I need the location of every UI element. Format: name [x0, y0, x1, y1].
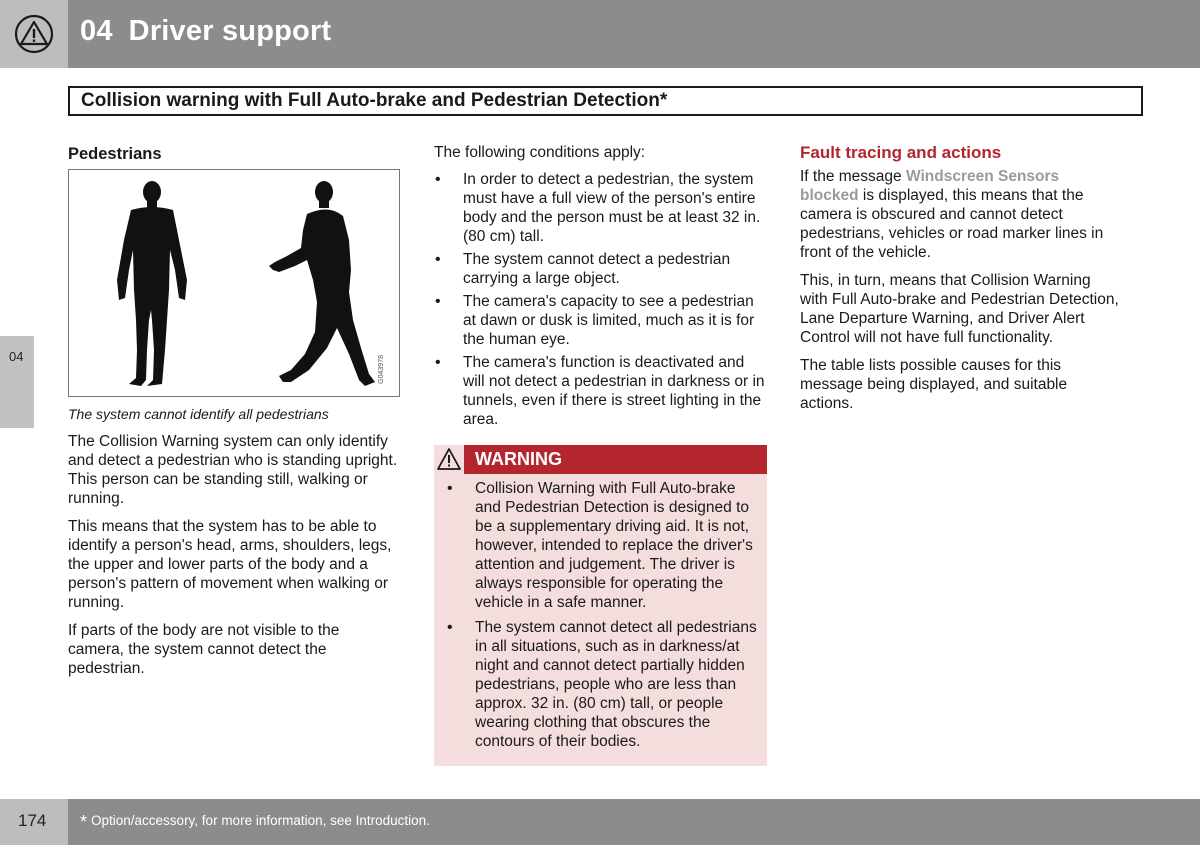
chapter-number: 04 [80, 15, 113, 47]
paragraph [800, 167, 1122, 262]
warning-box [434, 445, 767, 766]
conditions-intro: The following conditions apply: [434, 144, 646, 161]
footnote-star: * [80, 812, 88, 832]
warning-triangle-icon [14, 14, 54, 54]
paragraph: The Collision Warning system can only identify and detect a pedestrian who is standing upright. This person can be standing still, walking or running. [68, 433, 398, 507]
figure-caption: The system cannot identify all pedestrians [68, 406, 329, 422]
paragraph: This, in turn, means that Collision Warning with Full Auto-brake and Pedestrian Detection, Lane Departure Warning, and Driver Alert Control will not have full functionality. [800, 272, 1119, 346]
pedestrian-silhouettes-image [69, 170, 399, 396]
column-middle [434, 142, 768, 766]
text-span: If the message [800, 168, 906, 185]
chapter-header [0, 0, 1200, 68]
footer-bar [68, 799, 1200, 845]
side-chapter-tab [0, 336, 34, 428]
pedestrians-heading: Pedestrians [68, 145, 162, 163]
text-span: is displayed, this means that the camera is obscured and cannot detect pedestrians, vehicles or road marker lines in front of the vehicle. [800, 187, 1104, 261]
warning-triangle-icon [436, 447, 462, 472]
standing-person-silhouette [117, 181, 187, 386]
pedestrian-figure [68, 169, 400, 397]
chapter-icon-box [0, 0, 68, 68]
page-footer [0, 799, 1200, 845]
paragraph: The table lists possible causes for this message being displayed, and suitable actions. [800, 357, 1068, 412]
figure-id: G043978 [378, 355, 385, 384]
warning-header [434, 445, 767, 474]
warning-icon-box [434, 445, 464, 474]
chapter-name: Driver support [128, 15, 332, 47]
chapter-title [80, 15, 331, 48]
conditions-list [434, 170, 768, 429]
footnote [80, 812, 430, 833]
side-tab-label: 04 [9, 349, 24, 364]
section-title: Collision warning with Full Auto-brake and Pedestrian Detection* [68, 86, 1143, 116]
display-message: Windscreen Sensors blocked [800, 168, 1060, 204]
page-number: 174 [18, 811, 47, 830]
fault-tracing-heading: Fault tracing and actions [800, 143, 1002, 162]
list-item: • The system cannot detect all pedestrians in all situations, such as in darkness/at night and cannot detect partially hidden pedestrians, people who are less than approx. 32 in. (80 cm) tall, or people wearing clothing that obscures the contours of their bodies. [446, 618, 757, 751]
column-left [68, 142, 398, 687]
paragraph: This means that the system has to be able to identify a person's head, arms, shoulders, legs, the upper and lower parts of the body and a person's pattern of movement when walking or running. [68, 518, 392, 611]
warning-label: WARNING [475, 449, 562, 469]
list-item: • Collision Warning with Full Auto-brake and Pedestrian Detection is designed to be a supplementary driving aid. It is not, however, intended to replace the driver's attention and judgement. The driver is always responsible for operating the vehicle in a safe manner. [446, 479, 757, 612]
column-right [800, 142, 1122, 422]
list-item: • The system cannot detect a pedestrian carrying a large object. [434, 250, 768, 288]
list-item: • The camera's capacity to see a pedestrian at dawn or dusk is limited, much as it is for the human eye. [434, 292, 768, 349]
page-number-box [0, 799, 68, 845]
warning-list [434, 479, 767, 751]
list-item: • The camera's function is deactivated and will not detect a pedestrian in darkness or in tunnels, even if there is street lighting in the area. [434, 353, 768, 429]
footnote-text: Option/accessory, for more information, see Introduction. [91, 813, 430, 828]
walking-person-silhouette [269, 181, 375, 386]
list-item: • In order to detect a pedestrian, the system must have a full view of the person's entire body and the person must be at least 32 in. (80 cm) tall. [434, 170, 768, 246]
paragraph: If parts of the body are not visible to the camera, the system cannot detect the pedestrian. [68, 622, 340, 677]
